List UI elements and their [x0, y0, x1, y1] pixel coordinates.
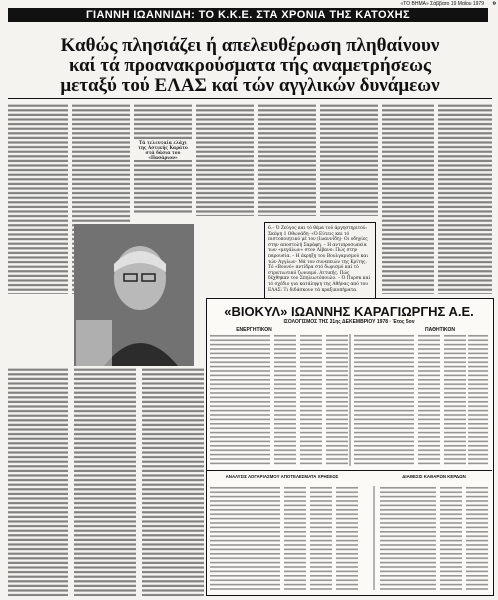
- ad-company-title: «ΒΙΟΚΥΛ» ΙΩΑΝΝΗΣ ΚΑΡΑΓΙΩΡΓΗΣ Α.Ε.: [224, 304, 474, 319]
- balance-table-texture: [210, 334, 488, 466]
- page-number: 9: [492, 1, 496, 7]
- portrait-photo: [74, 224, 194, 366]
- headline: [8, 36, 492, 96]
- chapter-summary-box: [264, 222, 376, 304]
- inline-subheading: [134, 140, 192, 160]
- inline-subheading-line-1: Τά τελευταία ελάχι: [139, 140, 187, 145]
- balance-sheet-table: [210, 334, 488, 466]
- results-section-header: ΑΝΑΛΥΣΙΣ ΛΟΓΑΡΙΑΣΜΟΥ ΑΠΟΤΕΛΕΣΜΑΤΑ ΧΡΗΣΕΩΣ: [225, 474, 339, 479]
- headline-line-2: καί τά προανακρούσματα τής αναμετρήσεως: [68, 55, 431, 76]
- lower-text-texture: [8, 368, 204, 596]
- liabilities-header: ΠΑΘΗΤΙΚΟΝ: [425, 327, 455, 333]
- series-title-band: ΓΙΑΝΝΗ ΙΩΑΝΝΙΔΗ: ΤΟ Κ.Κ.Ε. ΣΤΑ ΧΡΟΝΙΑ ΤΗΣ ΚΑΤΟΧΗΣ: [8, 8, 488, 22]
- assets-header: ΕΝΕΡΓΗΤΙΚΟΝ: [236, 327, 272, 333]
- ad-subtitle: ΙΣΟΛΟΓΙΣΜΟΣ ΤΗΣ 31ης ΔΕΚΕΜΒΡΙΟΥ 1978 · Έτος 5ον: [283, 319, 415, 325]
- results-table: [210, 486, 488, 590]
- issue-meta: «ΤΟ ΒΗΜΑ» Σάββατο 19 Μαΐου 1979: [400, 1, 484, 7]
- profit-distribution-header: ΔΙΑΘΕΣΙΣ ΚΑΘΑΡΩΝ ΚΕΡΔΩΝ: [402, 474, 466, 479]
- results-table-texture: [210, 486, 488, 590]
- inline-subheading-line-3: στά δάσια του «Πασάριον»: [145, 150, 181, 160]
- chapter-summary-text: 6.– Ό Ζεύγος και τό θέμα τού άργηστηριτού: Σκέψη 1 Οθωνάδη· «Ό Εύτεις και τό πιστοποιητικό μέ τον (Ιωαννίδη)· Οι οδηγίες στην αποστολή Σαράφη. – Η αντιπροσωπεία των «μεγάλων» στον Λίβανο: Πώς στην παρουσία. – Η έκρηξη του Βουλγαρισμού και τών Αγγλων· Μά τον συνεπειών της Κρίτης. Τό «Βουνό» αντίδρα στό δωρισμό καί τό στρατιωτικό ζωνιαμό. Αττικής. Πώς δέχθηκαν τον Σπηλιωτόπουλο. – Ό Πυρσκ καί τό σχέδιο για κατάληψη της Αθήνας από του ΕΛΑΣ: Τι διδάσκουν τά πραξικοπήματα.: [268, 226, 371, 293]
- portrait-image: [74, 224, 194, 366]
- headline-line-1: Καθώς πλησιάζει ή απελευθέρωση πληθαίνουν: [60, 35, 440, 56]
- inline-subheading-line-2: της Αστικής Καράτο: [138, 145, 188, 150]
- headline-line-3: μεταξύ τού ΕΛΑΣ καί τών αγγλικών δυνάμεων: [60, 75, 440, 96]
- ad-divider: [206, 470, 492, 471]
- lower-columns: [8, 368, 204, 596]
- headline-rule: [8, 98, 492, 99]
